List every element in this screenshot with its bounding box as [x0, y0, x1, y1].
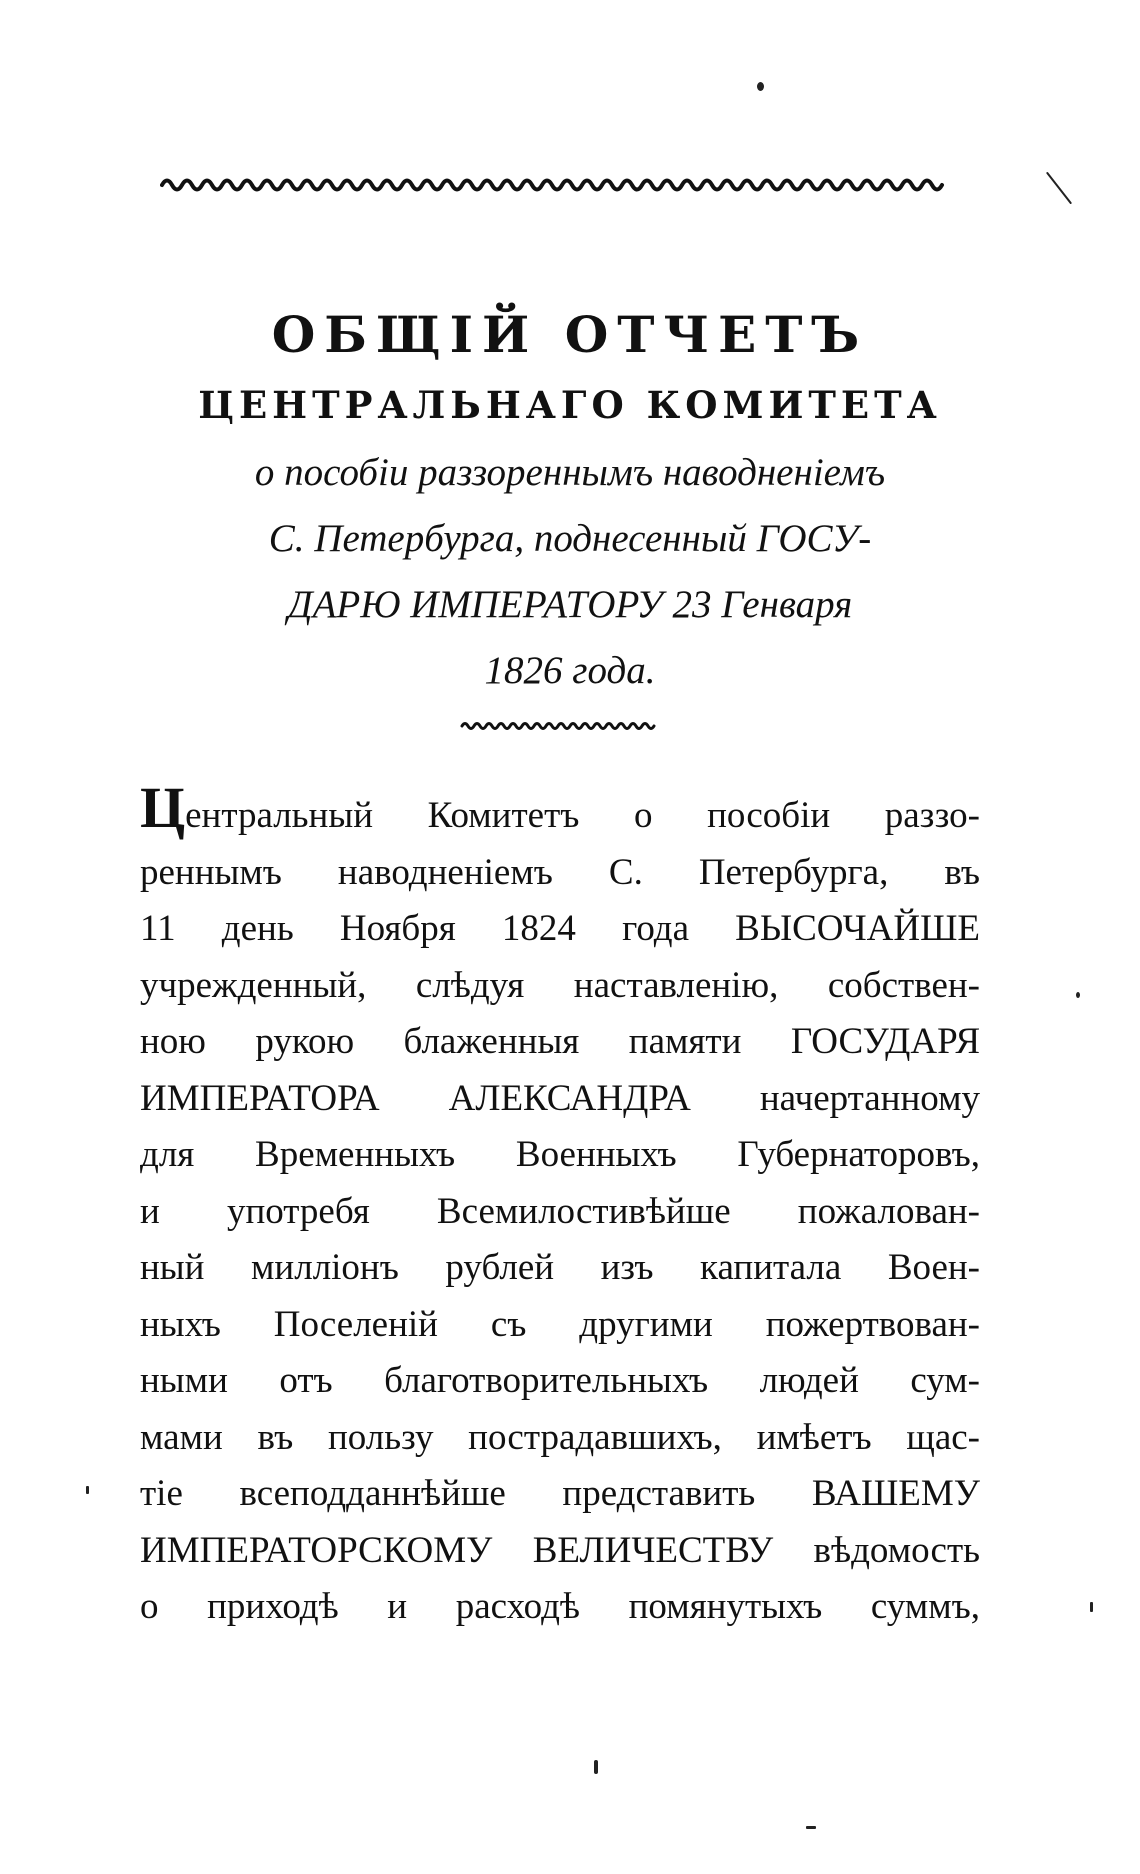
scan-speck: [86, 1486, 89, 1494]
body-line: Центральный Комитетъ о пособіи раззо-: [140, 775, 980, 840]
scan-speck: [1090, 1602, 1093, 1612]
body-line: ный милліонъ рублей изъ капитала Воен-: [140, 1247, 980, 1288]
scan-speck: [757, 82, 764, 91]
subtitle-line-4: 1826 года.: [484, 649, 656, 692]
title-line-2: ЦЕНТРАЛЬНАГО КОМИТЕТА: [198, 383, 942, 427]
body-line: мами въ пользу пострадавшихъ, имѣетъ щас-: [140, 1416, 980, 1458]
middle-wavy-rule-ornament: [460, 718, 660, 734]
body-line: о приходѣ и расходѣ помянутыхъ суммъ,: [140, 1586, 980, 1627]
body-line: ными отъ благотворительныхъ людей сум-: [140, 1360, 980, 1401]
subtitle-line-1: о пособіи раззореннымъ наводненіемъ: [254, 451, 886, 494]
body-line: ныхъ Поселеній съ другими пожертвован-: [140, 1303, 980, 1345]
top-wavy-rule-ornament: [160, 170, 960, 200]
subtitle-line-2: С. Петербурга, поднесенный ГОСУ-: [268, 517, 872, 560]
body-line: и употребя Всемилостивѣйше пожалован-: [140, 1190, 980, 1232]
scan-speck: [594, 1760, 598, 1774]
body-line: для Временныхъ Военныхъ Губернаторовъ,: [140, 1134, 980, 1175]
scan-speck: [1046, 172, 1072, 205]
body-line: учрежденный, слѣдуя наставленію, собствен-: [140, 964, 980, 1006]
body-line: ИМПЕРАТОРСКОМУ ВЕЛИЧЕСТВУ вѣдомость: [140, 1529, 980, 1571]
body-paragraph: [140, 775, 980, 1636]
title-line-1: ОБЩІЙ ОТЧЕТЪ: [271, 305, 869, 364]
body-line: реннымъ наводненіемъ С. Петербурга, въ: [140, 851, 980, 893]
scan-speck: [806, 1826, 816, 1829]
body-line: ною рукою блаженныя памяти ГОСУДАРЯ: [140, 1021, 980, 1062]
subtitle-line-3: ДАРЮ ИМПЕРАТОРУ 23 Генваря: [287, 583, 853, 626]
body-line: тіе всеподданнѣйше представить ВАШЕМУ: [140, 1473, 980, 1514]
body-line: ИМПЕРАТОРА АЛЕКСАНДРА начертанному: [140, 1077, 980, 1119]
scan-speck: [1076, 992, 1080, 998]
body-line: 11 день Ноября 1824 года ВЫСОЧАЙШЕ: [140, 908, 980, 949]
title-block: [120, 300, 1020, 704]
